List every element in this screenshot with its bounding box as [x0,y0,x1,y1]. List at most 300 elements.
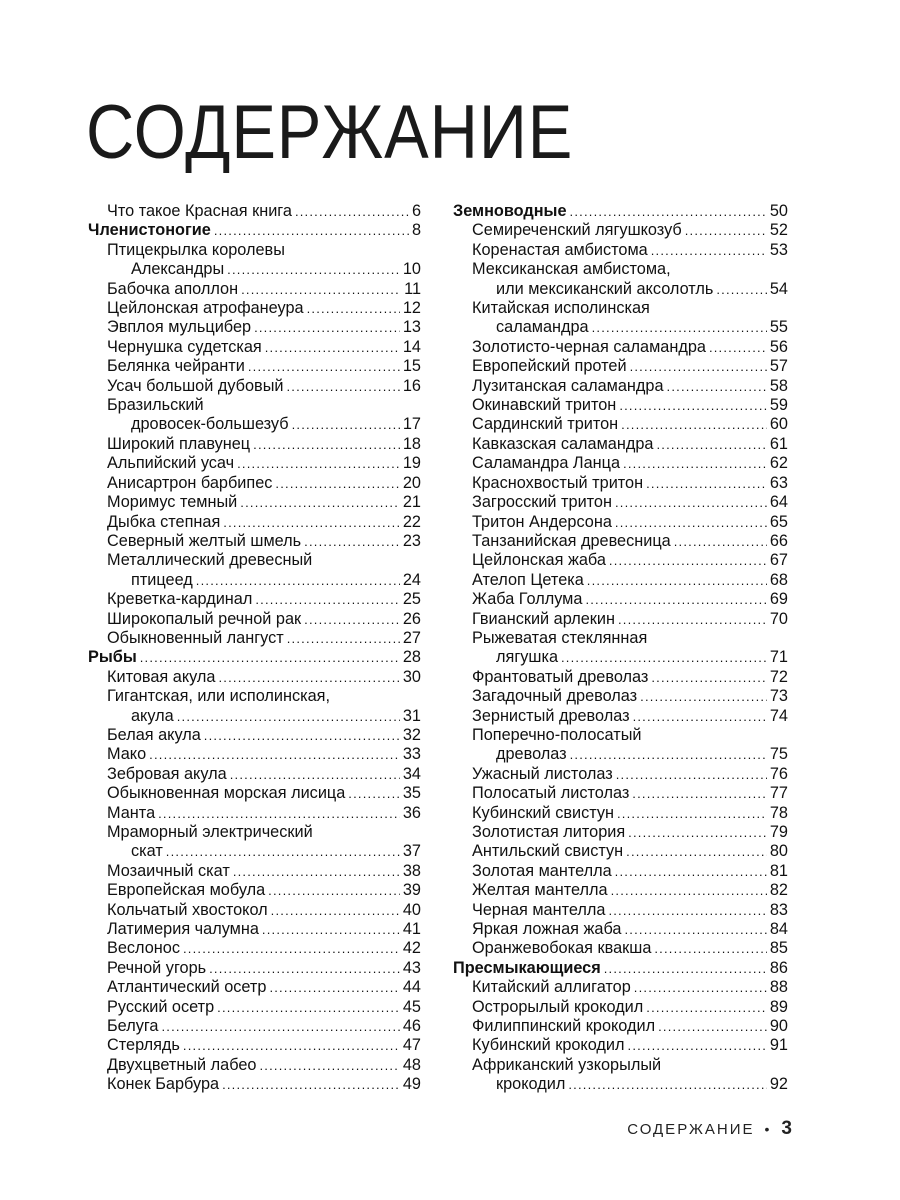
toc-entry[interactable] [453,357,788,376]
toc-page-number: 79 [769,823,788,841]
toc-page-number: 18 [402,434,421,453]
toc-entry-title: Цейлонская атрофанеура [107,299,304,318]
toc-dot-leader [624,920,766,939]
toc-page-number: 57 [769,357,788,376]
toc-entry[interactable] [88,415,421,434]
toc-entry-title: Кольчатый хвостокол [107,900,268,919]
toc-dot-leader [269,978,399,997]
toc-dot-leader [253,435,400,454]
toc-entry-title: Мексиканская амбистома, [472,260,671,279]
toc-entry[interactable] [453,745,788,764]
toc-entry-title: Широкий плавунец [107,434,251,453]
toc-entry-title: Рыжеватая стеклянная [472,628,648,647]
page-title: СОДЕРЖАНИЕ [86,90,574,175]
toc-page-number: 67 [769,551,788,570]
toc-page-number: 78 [769,803,788,822]
toc-entry[interactable] [88,1075,421,1094]
toc-dot-leader [615,513,767,532]
toc-entry[interactable] [88,862,421,881]
toc-dot-leader [608,901,766,920]
toc-entry-title: Белуга [107,1017,159,1036]
toc-dot-leader [233,862,400,881]
toc-entry-title: древолаз [496,745,567,764]
toc-entry[interactable] [88,338,421,357]
toc-dot-leader [222,1075,400,1094]
toc-page-number: 72 [769,667,788,686]
toc-page-number: 53 [769,240,788,259]
toc-dot-leader [268,881,400,900]
toc-page-number: 41 [402,920,421,939]
toc-dot-leader [241,280,401,299]
toc-dot-leader [623,454,767,473]
toc-dot-leader [651,668,767,687]
toc-entry[interactable] [453,493,788,512]
toc-entry[interactable] [453,590,788,609]
toc-page-number: 17 [402,415,421,434]
toc-page-number: 32 [402,725,421,744]
toc-page-number: 10 [402,260,421,279]
toc-entry-title: или мексиканский аксолотль [496,279,714,298]
toc-dot-leader [217,998,400,1017]
toc-dot-leader [633,707,767,726]
toc-page-number: 44 [402,978,421,997]
toc-entry[interactable] [88,454,421,473]
toc-entry[interactable] [453,804,788,823]
toc-dot-leader [616,765,767,784]
toc-entry[interactable] [453,474,788,493]
toc-entry-title: Рыбы [88,648,137,667]
toc-dot-leader [667,377,767,396]
toc-dot-leader [158,804,400,823]
toc-entry-title: Черная мантелла [472,900,606,919]
toc-page-number: 47 [402,1036,421,1055]
toc-entry-title: Ужасный листолаз [472,764,613,783]
toc-page-number: 80 [769,842,788,861]
toc-entry [453,629,788,648]
toc-entry-title: Саламандра Ланца [472,454,621,473]
toc-entry[interactable] [453,648,788,667]
toc-page-number: 91 [769,1036,788,1055]
toc-entry-title: Латимерия чалумна [107,920,259,939]
toc-entry-title: скат [131,842,163,861]
toc-dot-leader [248,357,400,376]
toc-page-number: 46 [402,1017,421,1036]
toc-dot-leader [585,590,766,609]
toc-page-number: 83 [769,900,788,919]
toc-entry[interactable] [453,1017,788,1036]
toc-entry[interactable] [88,610,421,629]
toc-entry[interactable] [88,590,421,609]
toc-entry-title: Русский осетр [107,997,215,1016]
toc-page-number: 71 [769,648,788,667]
toc-dot-leader [568,1075,767,1094]
toc-entry-title: Зернистый древолаз [472,706,630,725]
toc-dot-leader [287,629,400,648]
toc-entry[interactable] [453,415,788,434]
toc-entry-title: Птицекрылка королевы [107,240,285,259]
toc-entry-title: Кубинский свистун [472,803,614,822]
toc-entry [453,260,788,279]
toc-entry[interactable] [88,939,421,958]
toc-entry-title: Дыбка степная [107,512,221,531]
toc-entry[interactable] [453,1075,788,1094]
toc-section[interactable] [88,648,421,667]
toc-page-number: 59 [769,396,788,415]
toc-entry[interactable] [88,765,421,784]
toc-entry[interactable] [88,357,421,376]
toc-entry[interactable] [88,377,421,396]
toc-entry[interactable] [88,513,421,532]
toc-page-number: 6 [411,202,421,220]
toc-entry[interactable] [453,241,788,260]
toc-dot-leader [223,513,400,532]
toc-entry[interactable] [453,513,788,532]
toc-dot-leader [658,1017,767,1036]
toc-entry[interactable] [88,959,421,978]
toc-dot-leader [227,260,400,279]
toc-dot-leader [304,532,400,551]
toc-entry-title: Ателоп Цетека [472,570,584,589]
toc-entry[interactable] [88,299,421,318]
toc-entry-title: Европейская мобула [107,881,266,900]
toc-dot-leader [615,862,767,881]
toc-dot-leader [307,299,400,318]
toc-dot-leader [275,474,399,493]
toc-dot-leader [646,474,767,493]
toc-entry-title: Цейлонская жаба [472,551,606,570]
toc-entry[interactable] [453,454,788,473]
toc-entry-title: Китовая акула [107,667,216,686]
toc-entry[interactable] [453,280,788,299]
toc-page-number: 56 [769,337,788,356]
toc-dot-leader [183,1036,400,1055]
toc-page-number: 92 [769,1075,788,1094]
toc-dot-leader [628,1036,767,1055]
toc-page-number: 58 [769,376,788,395]
toc-dot-leader [570,202,767,221]
toc-dot-leader [674,532,767,551]
toc-entry[interactable] [453,551,788,570]
toc-dot-leader [709,338,767,357]
toc-dot-leader [611,881,767,900]
toc-entry-title: саламандра [496,318,589,337]
toc-dot-leader [615,493,767,512]
toc-section[interactable] [453,202,788,221]
toc-entry[interactable] [453,920,788,939]
toc-entry[interactable] [88,474,421,493]
toc-dot-leader [218,668,399,687]
toc-entry-title: Металлический древесный [107,551,313,570]
toc-section[interactable] [453,959,788,978]
toc-entry-title: Мозаичный скат [107,861,230,880]
toc-entry-title: Краснохвостый тритон [472,473,644,492]
toc-entry-title: Атлантический осетр [107,978,267,997]
toc-dot-leader [632,784,767,803]
toc-entry-title: дровосек-большезуб [131,415,289,434]
toc-page-number: 75 [769,745,788,764]
toc-entry[interactable] [88,978,421,997]
toc-entry-title: Веслонос [107,939,180,958]
toc-entry-title: Земноводные [453,202,567,220]
toc-entry-title: Китайский аллигатор [472,978,631,997]
toc-page-number: 66 [769,531,788,550]
toc-entry [453,1056,788,1075]
toc-entry-title: Европейский протей [472,357,627,376]
toc-entry-title: Окинавский тритон [472,396,617,415]
toc-entry-title: Двухцветный лабео [107,1055,257,1074]
toc-entry [453,726,788,745]
toc-entry[interactable] [453,377,788,396]
toc-entry[interactable] [453,687,788,706]
toc-entry-title: Филиппинский крокодил [472,1017,656,1036]
toc-entry[interactable] [88,901,421,920]
toc-page-number: 37 [402,842,421,861]
toc-dot-leader [240,493,400,512]
toc-dot-leader [651,241,767,260]
toc-page-number: 54 [769,279,788,298]
toc-page-number: 23 [402,531,421,550]
toc-entry[interactable] [88,784,421,803]
toc-dot-leader [140,648,400,667]
toc-entry-title: Франтоватый древолаз [472,667,649,686]
toc-page-number: 11 [404,279,421,298]
toc-dot-leader [292,415,400,434]
toc-entry[interactable] [453,318,788,337]
toc-entry-title: Лузитанская саламандра [472,376,664,395]
toc-page-number: 39 [402,881,421,900]
toc-page-number: 27 [402,628,421,647]
toc-page-number: 68 [769,570,788,589]
toc-page-number: 21 [402,493,421,512]
toc-entry[interactable] [88,202,421,221]
toc-dot-leader [628,823,767,842]
toc-entry-title: Африканский узкорылый [472,1055,662,1074]
toc-page-number: 42 [402,939,421,958]
toc-page-number: 90 [769,1017,788,1036]
toc-entry[interactable] [453,939,788,958]
toc-entry[interactable] [453,862,788,881]
toc-entry-title: Золотистая литория [472,823,626,841]
toc-dot-leader [618,610,767,629]
toc-dot-leader [149,745,400,764]
toc-page-number: 81 [769,861,788,880]
toc-dot-leader [621,415,767,434]
toc-page-number: 73 [769,687,788,706]
toc-page-number: 13 [402,318,421,337]
toc-page-number: 43 [402,958,421,977]
toc-entry-title: Поперечно-полосатый [472,725,642,744]
toc-dot-leader [685,221,767,240]
toc-entry[interactable] [88,920,421,939]
toc-entry-title: Северный желтый шмель [107,531,302,550]
toc-page-number: 26 [402,609,421,628]
toc-entry[interactable] [88,1056,421,1075]
toc-entry-title: Кубинский крокодил [472,1036,625,1055]
toc-entry-title: Жаба Голлума [472,590,583,609]
toc-entry[interactable] [453,901,788,920]
toc-dot-leader [604,959,767,978]
toc-page-number: 89 [769,997,788,1016]
toc-page-number: 15 [402,357,421,376]
toc-entry-title: Александры [131,260,225,279]
toc-page-number: 88 [769,978,788,997]
toc-entry[interactable] [453,338,788,357]
toc-entry[interactable] [453,532,788,551]
toc-page-number: 86 [769,958,788,977]
toc-entry-title: Золотисто-черная саламандра [472,337,706,356]
toc-entry[interactable] [88,707,421,726]
toc-entry-title: Анисартрон барбипес [107,473,273,492]
toc-entry[interactable] [453,396,788,415]
toc-dot-leader [561,648,767,667]
toc-section[interactable] [88,221,421,240]
toc-entry-title: Конек Барбура [107,1075,220,1094]
toc-entry-title: Гигантская, или исполинская, [107,687,331,706]
toc-page-number: 74 [769,706,788,725]
toc-entry[interactable] [453,881,788,900]
toc-page-number: 65 [769,512,788,531]
toc-page-number: 84 [769,920,788,939]
toc-dot-leader [587,571,767,590]
running-footer [627,1118,792,1140]
toc-entry[interactable] [453,978,788,997]
toc-entry[interactable] [88,1017,421,1036]
toc-dot-leader [161,1017,399,1036]
toc-entry [88,823,421,842]
toc-entry[interactable] [453,707,788,726]
toc-entry[interactable] [88,532,421,551]
toc-page-number: 48 [402,1055,421,1074]
toc-page-number: 63 [769,473,788,492]
toc-dot-leader [166,842,400,861]
toc-page-number: 24 [402,570,421,589]
toc-page-number: 45 [402,997,421,1016]
toc-entry[interactable] [453,842,788,861]
toc-entry-title: Зебровая акула [107,764,227,783]
toc-entry[interactable] [88,1036,421,1055]
toc-dot-leader [196,571,400,590]
toc-page-number: 30 [402,667,421,686]
toc-entry-title: Альпийский усач [107,454,235,473]
toc-entry-title: Речной угорь [107,958,207,977]
toc-entry[interactable] [453,823,788,842]
toc-entry-title: Загадочный древолаз [472,687,638,706]
toc-entry [88,396,421,415]
toc-entry[interactable] [453,435,788,454]
toc-entry[interactable] [88,260,421,279]
toc-page-number: 38 [402,861,421,880]
toc-page-number: 12 [402,299,421,318]
toc-entry-title: Обыкновенный лангуст [107,628,284,647]
toc-dot-leader [214,221,409,240]
toc-entry-title: Бразильский [107,396,204,415]
toc-entry[interactable] [88,668,421,687]
toc-entry-title: Семиреченский лягушкозуб [472,221,682,240]
toc-entry[interactable] [453,765,788,784]
toc-entry[interactable] [88,571,421,590]
toc-column-right [453,202,788,1095]
toc-entry-title: Желтая мантелла [472,881,608,900]
toc-dot-leader [656,435,766,454]
toc-entry-title: Золотая мантелла [472,861,612,880]
toc-dot-leader [255,590,400,609]
toc-entry-title: Стерлядь [107,1036,180,1055]
toc-entry-title: Мраморный электрический [107,823,313,841]
toc-entry[interactable] [453,668,788,687]
toc-entry-title: Кавказская саламандра [472,434,654,453]
toc-page-number: 55 [769,318,788,337]
toc-dot-leader [295,202,409,221]
toc-entry[interactable] [453,571,788,590]
toc-entry-title: Китайская исполинская [472,299,650,318]
toc-dot-leader [654,939,767,958]
toc-entry[interactable] [88,629,421,648]
toc-dot-leader [209,959,400,978]
toc-entry[interactable] [453,998,788,1017]
toc-dot-leader [271,901,400,920]
toc-dot-leader [617,804,767,823]
toc-page-number: 35 [402,784,421,803]
toc-entry [88,241,421,260]
toc-page-number: 70 [769,609,788,628]
toc-entry[interactable] [88,745,421,764]
toc-entry-title: Усач большой дубовый [107,376,284,395]
toc-entry-title: Креветка-кардинал [107,590,253,609]
toc-entry[interactable] [88,493,421,512]
toc-entry-title: Эвплоя мульцибер [107,318,252,337]
toc-entry-title: Широкопалый речной рак [107,609,302,628]
toc-entry [88,551,421,570]
toc-entry[interactable] [453,1036,788,1055]
toc-dot-leader [634,978,767,997]
toc-dot-leader [262,920,400,939]
toc-page-number: 62 [769,454,788,473]
toc-entry[interactable] [88,435,421,454]
toc-dot-leader [630,357,767,376]
toc-entry[interactable] [88,726,421,745]
toc-page-number: 20 [402,473,421,492]
toc-entry-title: Коренастая амбистома [472,240,648,259]
toc-entry-title: Танзанийская древесница [472,531,671,550]
toc-entry[interactable] [88,804,421,823]
toc-entry[interactable] [88,881,421,900]
toc-page-number: 25 [402,590,421,609]
toc-entry[interactable] [453,610,788,629]
toc-entry[interactable] [88,998,421,1017]
toc-entry-title: Острорылый крокодил [472,997,644,1016]
toc-page-number: 69 [769,590,788,609]
toc-entry [88,687,421,706]
toc-entry[interactable] [88,280,421,299]
toc-entry[interactable] [453,784,788,803]
toc-page-number: 14 [402,337,421,356]
toc-dot-leader [646,998,767,1017]
toc-dot-leader [619,396,767,415]
toc-entry[interactable] [88,842,421,861]
toc-page-number: 49 [402,1075,421,1094]
toc-page-number: 77 [769,784,788,803]
toc-entry-title: Белая акула [107,725,201,744]
toc-entry[interactable] [453,221,788,240]
toc-dot-leader [287,377,400,396]
toc-dot-leader [570,745,767,764]
toc-entry-title: птицеед [131,570,193,589]
toc-dot-leader [348,784,400,803]
toc-page-number: 76 [769,764,788,783]
toc-page-number: 61 [769,434,788,453]
toc-page-number: 50 [769,202,788,220]
toc-entry[interactable] [88,318,421,337]
